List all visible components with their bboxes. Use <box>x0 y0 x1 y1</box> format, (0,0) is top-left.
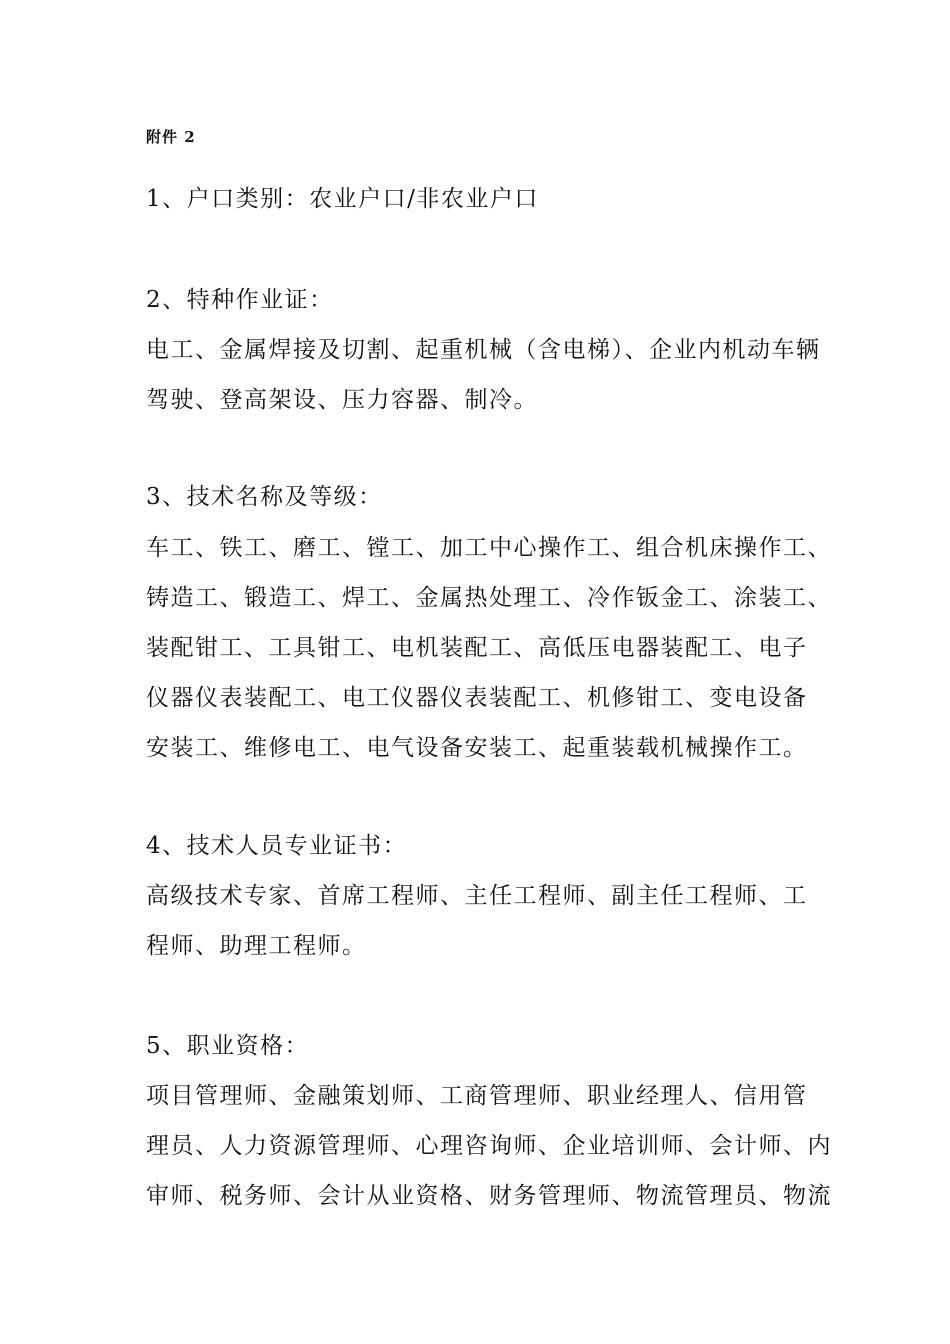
section-4-line-1: 高级技术专家、首席工程师、主任工程师、副主任工程师、工 <box>146 883 808 909</box>
section-3-line-1: 车工、铁工、磨工、镗工、加工中心操作工、组合机床操作工、 <box>146 535 832 561</box>
section-5-heading: 5、职业资格： <box>146 1033 310 1059</box>
section-4-heading: 4、技术人员专业证书： <box>146 833 408 859</box>
section-2-line-2: 驾驶、登高架设、压力容器、制冷。 <box>146 387 538 413</box>
section-5-line-3: 审师、税务师、会计从业资格、财务管理师、物流管理员、物流 <box>146 1183 832 1209</box>
section-3-line-4: 仪器仪表装配工、电工仪器仪表装配工、机修钳工、变电设备 <box>146 685 808 711</box>
section-5-line-1: 项目管理师、金融策划师、工商管理师、职业经理人、信用管 <box>146 1083 808 1109</box>
attachment-label: 附件 2 <box>146 128 196 146</box>
section-3-heading: 3、技术名称及等级： <box>146 484 383 510</box>
section-2-line-1: 电工、金属焊接及切割、起重机械（含电梯）、企业内机动车辆 <box>146 337 821 363</box>
section-2-heading: 2、特种作业证： <box>146 287 334 313</box>
section-4-line-2: 程师、助理工程师。 <box>146 933 367 959</box>
section-5-line-2: 理员、人力资源管理师、心理咨询师、企业培训师、会计师、内 <box>146 1133 832 1159</box>
section-3-line-3: 装配钳工、工具钳工、电机装配工、高低压电器装配工、电子 <box>146 635 808 661</box>
section-3-line-5: 安装工、维修电工、电气设备安装工、起重装载机械操作工。 <box>146 735 808 761</box>
section-1-heading: 1、户口类别：农业户口/非农业户口 <box>146 186 539 212</box>
section-3-line-2: 铸造工、锻造工、焊工、金属热处理工、冷作钣金工、涂装工、 <box>146 585 832 611</box>
